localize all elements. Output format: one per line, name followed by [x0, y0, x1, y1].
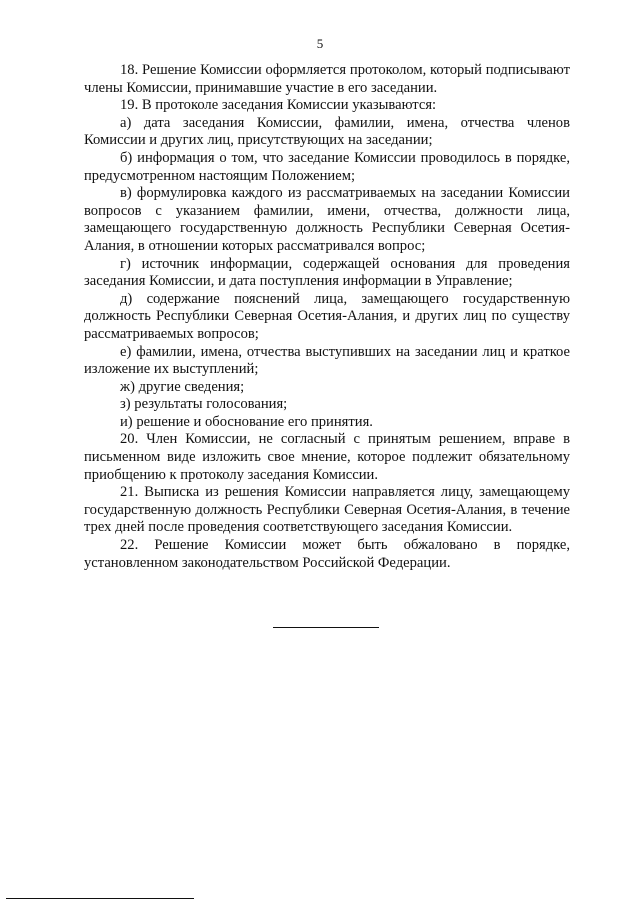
paragraph-18: 18. Решение Комиссии оформляется протоколом, который подписывают члены Комиссии, принимавшие участие в его заседании.: [84, 62, 570, 96]
paragraph-19-zh: ж) другие сведения;: [120, 378, 245, 395]
paragraph-19: 19. В протоколе заседания Комиссии указываются:: [120, 97, 437, 114]
paragraph-20: 20. Член Комиссии, не согласный с принятым решением, вправе в письменном виде изложить свое мнение, которое подлежит обязательному приобщению к протоколу заседания Комиссии.: [84, 431, 570, 483]
paragraph-19-v: в) формулировка каждого из рассматриваемых на заседании Комиссии вопросов с указанием фамилии, имени, отчества, должности лица, замещающего государственную должность Республики Северная Осетия-Алания, в отношении которых рассматривался вопрос;: [84, 185, 570, 254]
end-of-text-divider: [273, 627, 379, 628]
paragraph-19-i: и) решение и обоснование его принятия.: [120, 413, 373, 430]
page-number: 5: [316, 36, 324, 51]
paragraph-19-a: а) дата заседания Комиссии, фамилии, имена, отчества членов Комиссии и других лиц, присутствующих на заседании;: [84, 114, 570, 149]
paragraph-19-g: г) источник информации, содержащей основания для проведения заседания Комиссии, и дата поступления информации в Управление;: [84, 255, 570, 290]
paragraph-19-e: е) фамилии, имена, отчества выступивших на заседании лиц и краткое изложение их выступлений;: [84, 343, 570, 378]
paragraph-21: 21. Выписка из решения Комиссии направляется лицу, замещающему государственную должность Республики Северная Осетия-Алания, в течение трех дней после проведения соответствующего заседания Комиссии.: [84, 484, 570, 536]
paragraph-22: 22. Решение Комиссии может быть обжаловано в порядке, установленном законодательством Российской Федерации.: [84, 537, 570, 571]
paragraph-19-z: з) результаты голосования;: [120, 396, 288, 413]
paragraph-19-b: б) информация о том, что заседание Комиссии проводилось в порядке, предусмотренном настоящим Положением;: [84, 149, 570, 184]
document-body: [84, 62, 570, 572]
footnote-divider: [6, 898, 194, 899]
paragraph-19-d: д) содержание пояснений лица, замещающего государственную должность Республики Северная Осетия-Алания, и других лиц по существу рассматриваемых вопросов;: [84, 290, 570, 342]
